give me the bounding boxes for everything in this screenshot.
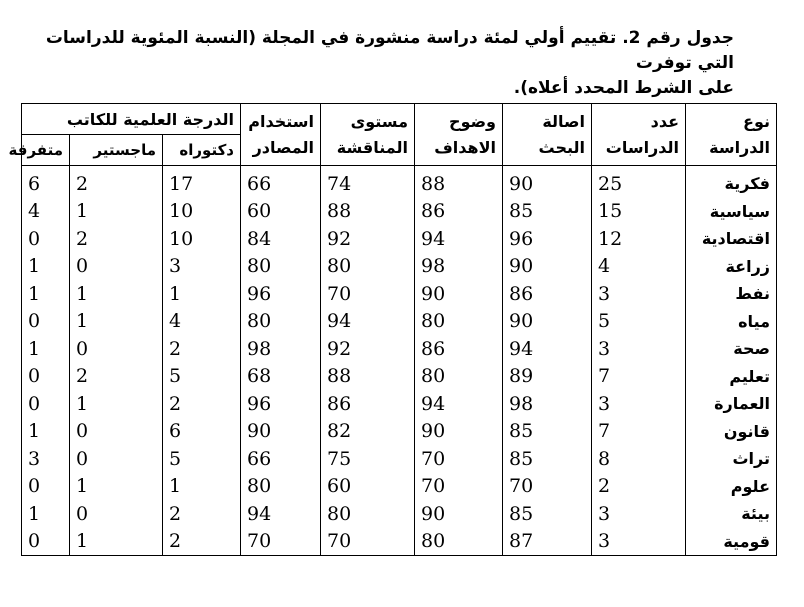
cell-type: العمارة [686,390,777,418]
cell-clarity: 90 [415,280,503,308]
cell-discussion: 74 [321,166,415,198]
cell-discussion: 88 [321,363,415,391]
cell-doctorate: 4 [163,308,241,336]
cell-discussion: 92 [321,225,415,253]
cell-type: سياسية [686,198,777,226]
cell-type: تراث [686,445,777,473]
cell-sources: 96 [241,390,321,418]
cell-doctorate: 2 [163,335,241,363]
cell-type: زراعة [686,253,777,281]
cell-sources: 80 [241,473,321,501]
table-row [22,198,777,226]
cell-clarity: 80 [415,363,503,391]
cell-doctorate: 5 [163,363,241,391]
cell-count: 12 [592,225,686,253]
table-row [22,390,777,418]
cell-mixed: 3 [22,445,70,473]
cell-doctorate: 6 [163,418,241,446]
header-mixed: متفرقة [22,135,70,166]
cell-masters: 1 [70,473,163,501]
cell-type: قومية [686,528,777,556]
table-row [22,418,777,446]
cell-originality: 90 [503,166,592,198]
cell-count: 3 [592,390,686,418]
table-row [22,445,777,473]
cell-originality: 85 [503,500,592,528]
cell-type: قانون [686,418,777,446]
table-row [22,225,777,253]
cell-sources: 84 [241,225,321,253]
cell-originality: 85 [503,198,592,226]
cell-masters: 0 [70,418,163,446]
cell-count: 3 [592,335,686,363]
cell-originality: 89 [503,363,592,391]
cell-sources: 80 [241,253,321,281]
cell-count: 7 [592,418,686,446]
cell-masters: 0 [70,335,163,363]
table-row [22,308,777,336]
header-originality: اصالة البحث [503,104,592,166]
cell-doctorate: 2 [163,528,241,556]
cell-mixed: 1 [22,253,70,281]
header-doctorate: دكتوراه [163,135,241,166]
cell-originality: 85 [503,418,592,446]
cell-discussion: 82 [321,418,415,446]
cell-doctorate: 3 [163,253,241,281]
cell-clarity: 70 [415,473,503,501]
table-row [22,363,777,391]
table-body [22,166,777,556]
cell-count: 3 [592,528,686,556]
cell-count: 3 [592,500,686,528]
cell-clarity: 94 [415,225,503,253]
cell-type: تعليم [686,363,777,391]
header-sources: استخدام المصادر [241,104,321,166]
cell-type: فكرية [686,166,777,198]
header-degree-group: الدرجة العلمية للكاتب [22,104,241,135]
cell-count: 8 [592,445,686,473]
cell-originality: 94 [503,335,592,363]
table-row [22,335,777,363]
cell-mixed: 0 [22,308,70,336]
cell-count: 25 [592,166,686,198]
cell-discussion: 60 [321,473,415,501]
header-discussion: مستوى المناقشة [321,104,415,166]
caption-line-1: جدول رقم 2. تقييم أولي لمئة دراسة منشورة في المجلة (النسبة المئوية للدراسات التي توفرت [45,28,734,73]
cell-discussion: 80 [321,500,415,528]
cell-type: مياه [686,308,777,336]
cell-clarity: 86 [415,198,503,226]
cell-discussion: 75 [321,445,415,473]
cell-originality: 70 [503,473,592,501]
cell-masters: 0 [70,445,163,473]
cell-originality: 87 [503,528,592,556]
table-row [22,253,777,281]
table-row [22,280,777,308]
cell-masters: 2 [70,166,163,198]
cell-type: اقتصادية [686,225,777,253]
cell-discussion: 70 [321,280,415,308]
cell-type: نفط [686,280,777,308]
cell-mixed: 0 [22,363,70,391]
cell-mixed: 0 [22,528,70,556]
cell-clarity: 88 [415,166,503,198]
cell-sources: 66 [241,166,321,198]
cell-sources: 98 [241,335,321,363]
cell-mixed: 4 [22,198,70,226]
table-row [22,500,777,528]
cell-clarity: 94 [415,390,503,418]
cell-discussion: 70 [321,528,415,556]
cell-clarity: 86 [415,335,503,363]
cell-discussion: 86 [321,390,415,418]
cell-mixed: 0 [22,225,70,253]
cell-doctorate: 5 [163,445,241,473]
cell-count: 5 [592,308,686,336]
cell-mixed: 1 [22,418,70,446]
cell-type: بيئة [686,500,777,528]
cell-count: 2 [592,473,686,501]
cell-count: 7 [592,363,686,391]
header-masters: ماجستير [70,135,163,166]
cell-originality: 90 [503,308,592,336]
cell-sources: 70 [241,528,321,556]
cell-masters: 1 [70,198,163,226]
header-study-type: نوع الدراسة [686,104,777,166]
cell-masters: 2 [70,363,163,391]
table-row [22,528,777,556]
cell-mixed: 0 [22,473,70,501]
cell-originality: 98 [503,390,592,418]
cell-masters: 1 [70,308,163,336]
header-study-count: عدد الدراسات [592,104,686,166]
cell-masters: 0 [70,500,163,528]
cell-originality: 90 [503,253,592,281]
cell-sources: 60 [241,198,321,226]
cell-discussion: 94 [321,308,415,336]
cell-type: علوم [686,473,777,501]
cell-sources: 96 [241,280,321,308]
cell-mixed: 1 [22,335,70,363]
cell-doctorate: 2 [163,390,241,418]
cell-discussion: 80 [321,253,415,281]
cell-doctorate: 1 [163,473,241,501]
cell-doctorate: 10 [163,225,241,253]
cell-clarity: 80 [415,308,503,336]
cell-sources: 94 [241,500,321,528]
cell-count: 15 [592,198,686,226]
cell-type: صحة [686,335,777,363]
table-row [22,166,777,198]
cell-discussion: 88 [321,198,415,226]
cell-masters: 2 [70,225,163,253]
cell-masters: 1 [70,390,163,418]
cell-mixed: 6 [22,166,70,198]
cell-masters: 0 [70,253,163,281]
cell-sources: 80 [241,308,321,336]
cell-originality: 96 [503,225,592,253]
cell-sources: 66 [241,445,321,473]
cell-doctorate: 17 [163,166,241,198]
cell-mixed: 0 [22,390,70,418]
table-caption [34,26,734,101]
cell-doctorate: 2 [163,500,241,528]
cell-count: 4 [592,253,686,281]
header-clarity: وضوح الاهداف [415,104,503,166]
cell-originality: 86 [503,280,592,308]
cell-mixed: 1 [22,500,70,528]
caption-line-2: على الشرط المحدد أعلاه). [513,78,734,98]
cell-clarity: 80 [415,528,503,556]
table-row [22,473,777,501]
cell-count: 3 [592,280,686,308]
cell-masters: 1 [70,528,163,556]
cell-clarity: 90 [415,418,503,446]
cell-doctorate: 1 [163,280,241,308]
cell-originality: 85 [503,445,592,473]
cell-discussion: 92 [321,335,415,363]
cell-masters: 1 [70,280,163,308]
cell-doctorate: 10 [163,198,241,226]
cell-clarity: 98 [415,253,503,281]
cell-sources: 68 [241,363,321,391]
cell-clarity: 90 [415,500,503,528]
cell-clarity: 70 [415,445,503,473]
cell-mixed: 1 [22,280,70,308]
cell-sources: 90 [241,418,321,446]
studies-table [8,103,777,556]
